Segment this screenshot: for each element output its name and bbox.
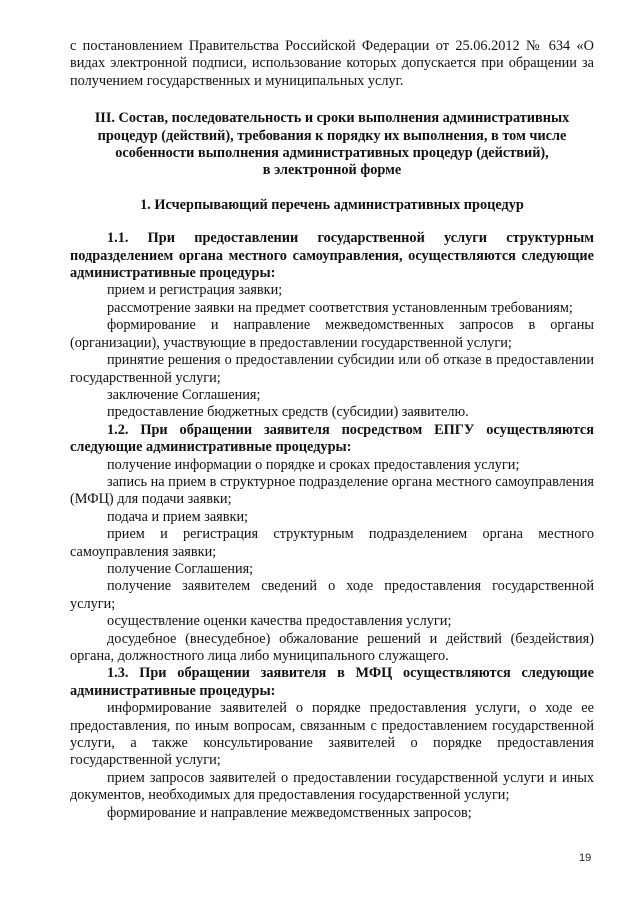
clause-1-2-title: 1.2. При обращении заявителя посредством ЕПГУ осуществляются следующие административные процедуры: — [70, 421, 594, 456]
list-item: подача и прием заявки; — [107, 508, 249, 525]
section-heading — [70, 110, 594, 180]
section-heading-line: особенности выполнения административных процедур (действий), — [115, 145, 549, 162]
list-item: информирование заявителей о порядке предоставления услуги, о ходе ее предоставления, по иным вопросам, связанным с предоставлением государственной услуги, а также консультирование заявителей о порядке предоставления государственной услуги; — [70, 700, 594, 769]
spacer — [70, 90, 594, 110]
spacer — [70, 214, 594, 230]
list-item: получение Соглашения; — [107, 560, 254, 577]
list-item: принятие решения о предоставлении субсидии или об отказе в предоставлении государственной услуги; — [70, 352, 594, 386]
list-item: формирование и направление межведомственных запросов в органы (организации), участвующие в предоставлении государственной услуги; — [70, 317, 594, 351]
list-item: прием и регистрация заявки; — [107, 282, 283, 299]
subsection-heading: 1. Исчерпывающий перечень административных процедур — [140, 196, 524, 213]
list-item: досудебное (внесудебное) обжалование решений и действий (бездействия) органа, должностного лица либо муниципального служащего. — [70, 630, 594, 664]
list-item: заключение Соглашения; — [107, 386, 261, 403]
section-heading-line: III. Состав, последовательность и сроки выполнения административных — [94, 110, 570, 127]
page-number: 19 — [579, 852, 592, 864]
spacer — [70, 180, 594, 197]
clause-1-3-title: 1.3. При обращении заявителя в МФЦ осуществляются следующие административные процедуры: — [70, 665, 594, 699]
list-item: формирование и направление межведомственных запросов; — [107, 804, 472, 821]
list-item: запись на прием в структурное подразделение органа местного самоуправления (МФЦ) для подачи заявки; — [70, 473, 594, 508]
list-item: рассмотрение заявки на предмет соответствия установленным требованиям; — [107, 299, 573, 316]
list-item: получение информации о порядке и сроках предоставления услуги; — [107, 456, 520, 473]
section-heading-line: процедур (действий), требования к порядку их выполнения, в том числе — [97, 127, 567, 144]
list-item: осуществление оценки качества предоставления услуги; — [107, 613, 452, 630]
list-item: предоставление бюджетных средств (субсидии) заявителю. — [107, 404, 469, 421]
list-item: получение заявителем сведений о ходе предоставления государственной услуги; — [70, 578, 594, 612]
clause-1-1-title: 1.1. При предоставлении государственной услуги структурным подразделением органа местного самоуправления, осуществляются следующие административные процедуры: — [70, 230, 594, 282]
section-heading-line: в электронной форме — [262, 162, 402, 179]
list-item: прием и регистрация структурным подразделением органа местного самоуправления заявки; — [70, 526, 594, 560]
intro-paragraph: с постановлением Правительства Российской Федерации от 25.06.2012 № 634 «О видах электронной подписи, использование которых допускается при обращении за получением государственных и муниципальных услуг. — [70, 38, 594, 89]
list-item: прием запросов заявителей о предоставлении государственной услуги и иных документов, необходимых для предоставления государственной услуги; — [70, 769, 594, 804]
document-page — [70, 38, 594, 822]
